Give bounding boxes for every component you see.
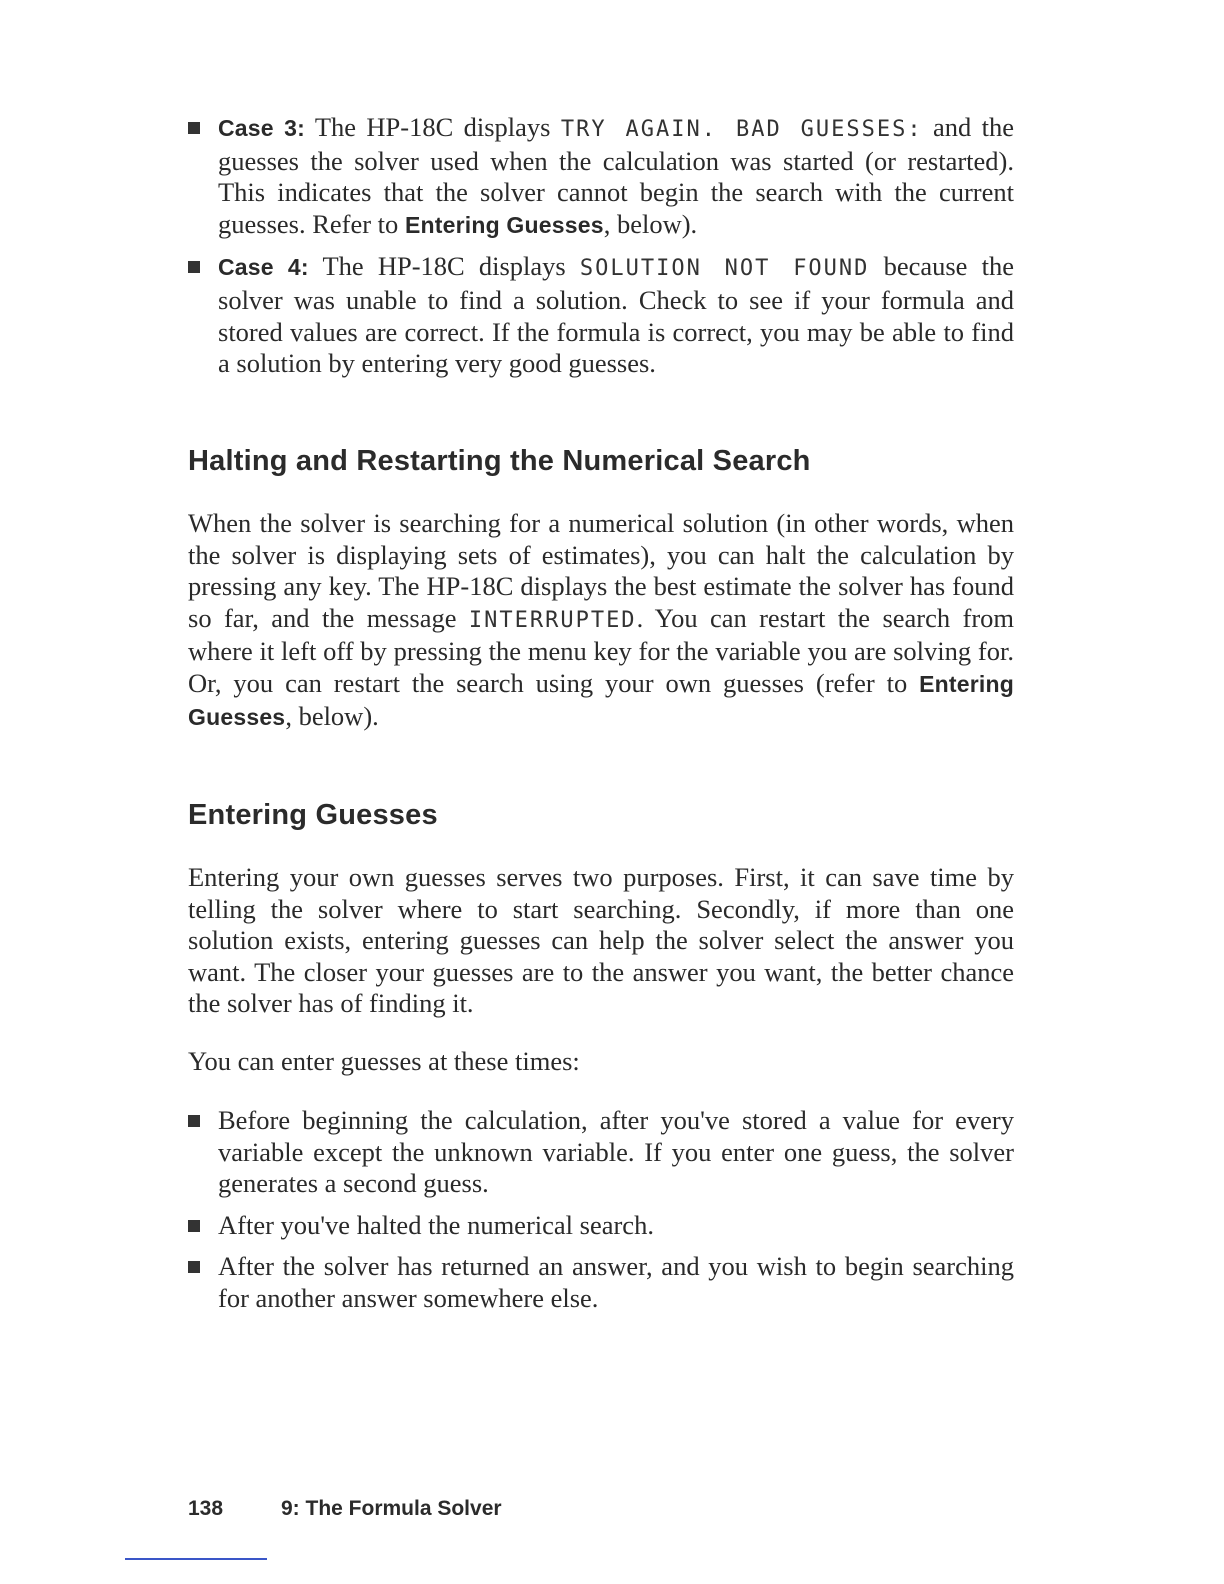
bullet-square-icon [188,1220,200,1232]
scan-edge-line [125,1558,267,1560]
guess-time-item [188,1210,1014,1242]
guess-time-text: After you've halted the numerical search. [218,1209,654,1240]
case-4-text-cont: because the solver was unable to find a solution. Check to see if your formula and stored values are correct. If the formula is correct, you may be able to find a solution by entering very good guesses. [218,251,1014,379]
halting-text: When the solver is searching for a numerical solution (in other words, when the solver is displaying sets of estimates), you can halt the calculation by pressing any key. The HP-18C displays the best estimate the solver has found so far, and the message [188,508,1014,633]
case-3-item [188,112,1014,241]
case-list [188,112,1014,380]
heading-halting: Halting and Restarting the Numerical Search [188,445,811,477]
chapter-title: 9: The Formula Solver [281,1497,502,1520]
page-number: 138 [188,1497,224,1520]
case-3-text-cont: and the guesses the solver used when the calculation was started (or restarted). This indicates that the solver cannot begin the search with the current guesses. Refer to [218,112,1014,239]
entering-guesses-ref: Entering Guesses [188,670,1014,730]
case-4-text: The HP-18C displays [308,251,580,282]
halting-text-cont: . You can restart the search from where it left off by pressing the menu key for the variable you are solving for. Or, you can restart the search using your own guesses (refer to [188,602,1015,698]
bullet-square-icon [188,261,200,273]
guess-time-item [188,1251,1014,1314]
case-4-label: Case 4: [218,254,309,281]
display-message-solution-not-found: SOLUTION NOT FOUND [579,256,870,282]
case-3-text-end: , below). [603,208,698,239]
guess-time-item [188,1105,1014,1200]
display-message-try-again: TRY AGAIN. BAD GUESSES: [560,117,923,142]
case-4-item [188,251,1014,379]
entering-guesses-ref: Entering Guesses [404,211,604,238]
guess-time-text: Before beginning the calculation, after you've stored a value for every variable except the unknown variable. If you enter one guess, the solver generates a second guess. [218,1105,1014,1199]
bullet-square-icon [188,1115,200,1127]
guesses-paragraph: Entering your own guesses serves two purposes. First, it can save time by telling the solver where to start searching. Secondly, if more than one solution exists, entering guesses can help the solver select the answer you want. The closer your guesses are to the answer you want, the better chance the solver has of finding it. [188,862,1014,1019]
halting-paragraph [188,508,1014,733]
bullet-square-icon [188,122,200,134]
case-3-label: Case 3: [218,115,305,141]
guess-times-list [188,1105,1014,1315]
bullet-square-icon [188,1261,200,1273]
case-3-text: The HP-18C displays [304,112,561,142]
guess-time-text: After the solver has returned an answer, and you wish to begin searching for another answer somewhere else. [218,1251,1014,1313]
guesses-intro: You can enter guesses at these times: [188,1046,580,1076]
page-footer [188,1497,502,1521]
heading-entering-guesses: Entering Guesses [188,799,438,831]
display-message-interrupted: INTERRUPTED [468,607,637,633]
halting-text-end: , below). [285,700,379,731]
